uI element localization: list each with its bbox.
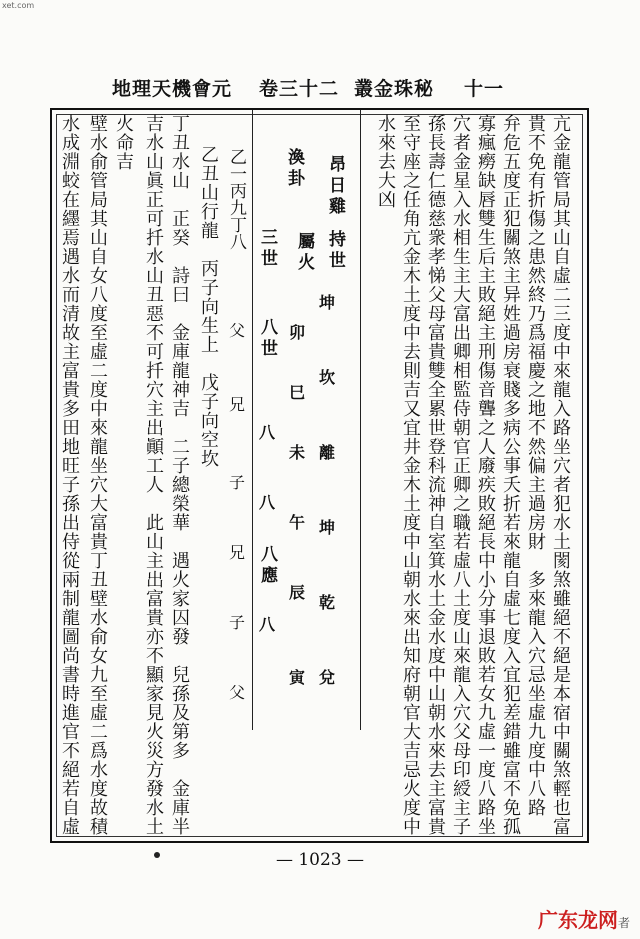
relation-2: 兄 [228,395,245,414]
holder-label: 持世 [325,230,345,272]
trigram-3: 離 [318,443,335,462]
text-column-15: 水成淵蛟在纆焉遇水而清故主富貴多田地旺子孫出侍從兩制龍圖尚書時進官不絕若自虛 [59,114,80,836]
num-4: 八應 [257,545,277,587]
text-column-5: 穴者金星入水相生主大富出卿相監侍朝官正卿之職若虛八土度山來龍入穴父母印綬主子 [450,114,471,836]
series-title: 叢金珠秘 [354,78,435,100]
branch-6: 寅 [288,668,305,687]
page-number-chinese: 十一 [464,78,505,100]
trigram-1: 坤 [318,293,335,312]
volume-number: 卷三十二 [259,78,340,100]
text-column-1: 亢金龍管局其山自虛二三度中來龍入路坐穴者犯水土閡煞雖絕不絕是本宿中關煞輕也富 [550,114,571,836]
text-column-10: 乙丑山行龍 丙子向生上 戊子向空坎 [198,145,219,468]
text-column-11: 丁丑水山 正癸 詩曰 金庫龍神吉 二子總榮華 遇火家囚發 兒孫及第多 金庫半 [169,114,190,836]
trigram-2: 坎 [318,368,335,387]
watermark-brand: 广东龙网 [537,908,618,932]
text-column-2: 貴不免有折傷之患然終乃爲福慶之地不然偏主過房財 多來龍入穴忌坐虛九度中八路 [525,114,546,817]
num-3: 八 [258,493,275,512]
num-5: 八 [258,615,275,634]
text-column-8: 水來去大凶 [375,114,396,209]
watermark-suffix: 者 [617,916,630,930]
site-tag: xet.com [2,1,35,10]
text-column-7: 至守座之任角亢金木土度中去則吉又宜井金木土度中山朝水來出知府朝官大吉忌火度中 [400,114,421,836]
num-2: 八 [258,423,275,442]
num-1: 八世 [257,318,277,360]
text-column-12: 吉水山眞正可扦水山丑惡不可扦穴主出顚工人 此山主出富貴亦不顯家見火災方發水土 [143,114,164,836]
branch-3: 未 [288,443,305,462]
text-column-13: 火命吉 [113,114,134,171]
branch-4: 午 [288,513,305,532]
relation-6: 父 [228,683,245,702]
table-divider [360,110,361,730]
trigram-5: 乾 [318,593,335,612]
shi-label: 三世 [257,228,277,270]
page-number: — 1023 — [275,850,365,870]
table-divider [252,110,253,730]
text-column-6: 孫長壽仁德慈衆孝悌父母富貴雙全累世登科流神自室箕水土金水度中山朝水來去主富貴 [425,114,446,836]
branch-1: 卯 [288,323,305,342]
gua-label: 渙卦 [284,148,304,190]
trigram-4: 坤 [318,518,335,537]
branch-2: 巳 [288,383,305,402]
relation-1: 父 [228,321,245,340]
branch-5: 辰 [288,583,305,602]
relation-5: 子 [228,613,245,632]
text-column-4: 寡瘋癆缺唇雙生后主敗絕主刑傷音聾之人廢疾敗絕長中小分事退敗若女九虛一度八路坐 [475,114,496,836]
table-head-label: 昂日雞 [325,155,345,218]
relation-3: 子 [228,473,245,492]
element-label: 屬火 [294,232,314,274]
stem-row: 乙一丙九丁八 [226,148,246,250]
text-column-3: 弁危五度正犯關煞主异姓過房衰賤多病公事夭折若來龍自虛七度入宜犯差錯雖富不免孤 [500,114,521,836]
trigram-6: 兌 [318,668,335,687]
text-column-14: 壁水俞管局其山自女八度至虛二度中來龍坐穴大富貴丁丑壁水俞女九至虛二爲水度故積 [87,114,108,836]
watermark [538,904,630,933]
relation-4: 兄 [228,543,245,562]
book-title: 地理天機會元 [112,78,233,100]
